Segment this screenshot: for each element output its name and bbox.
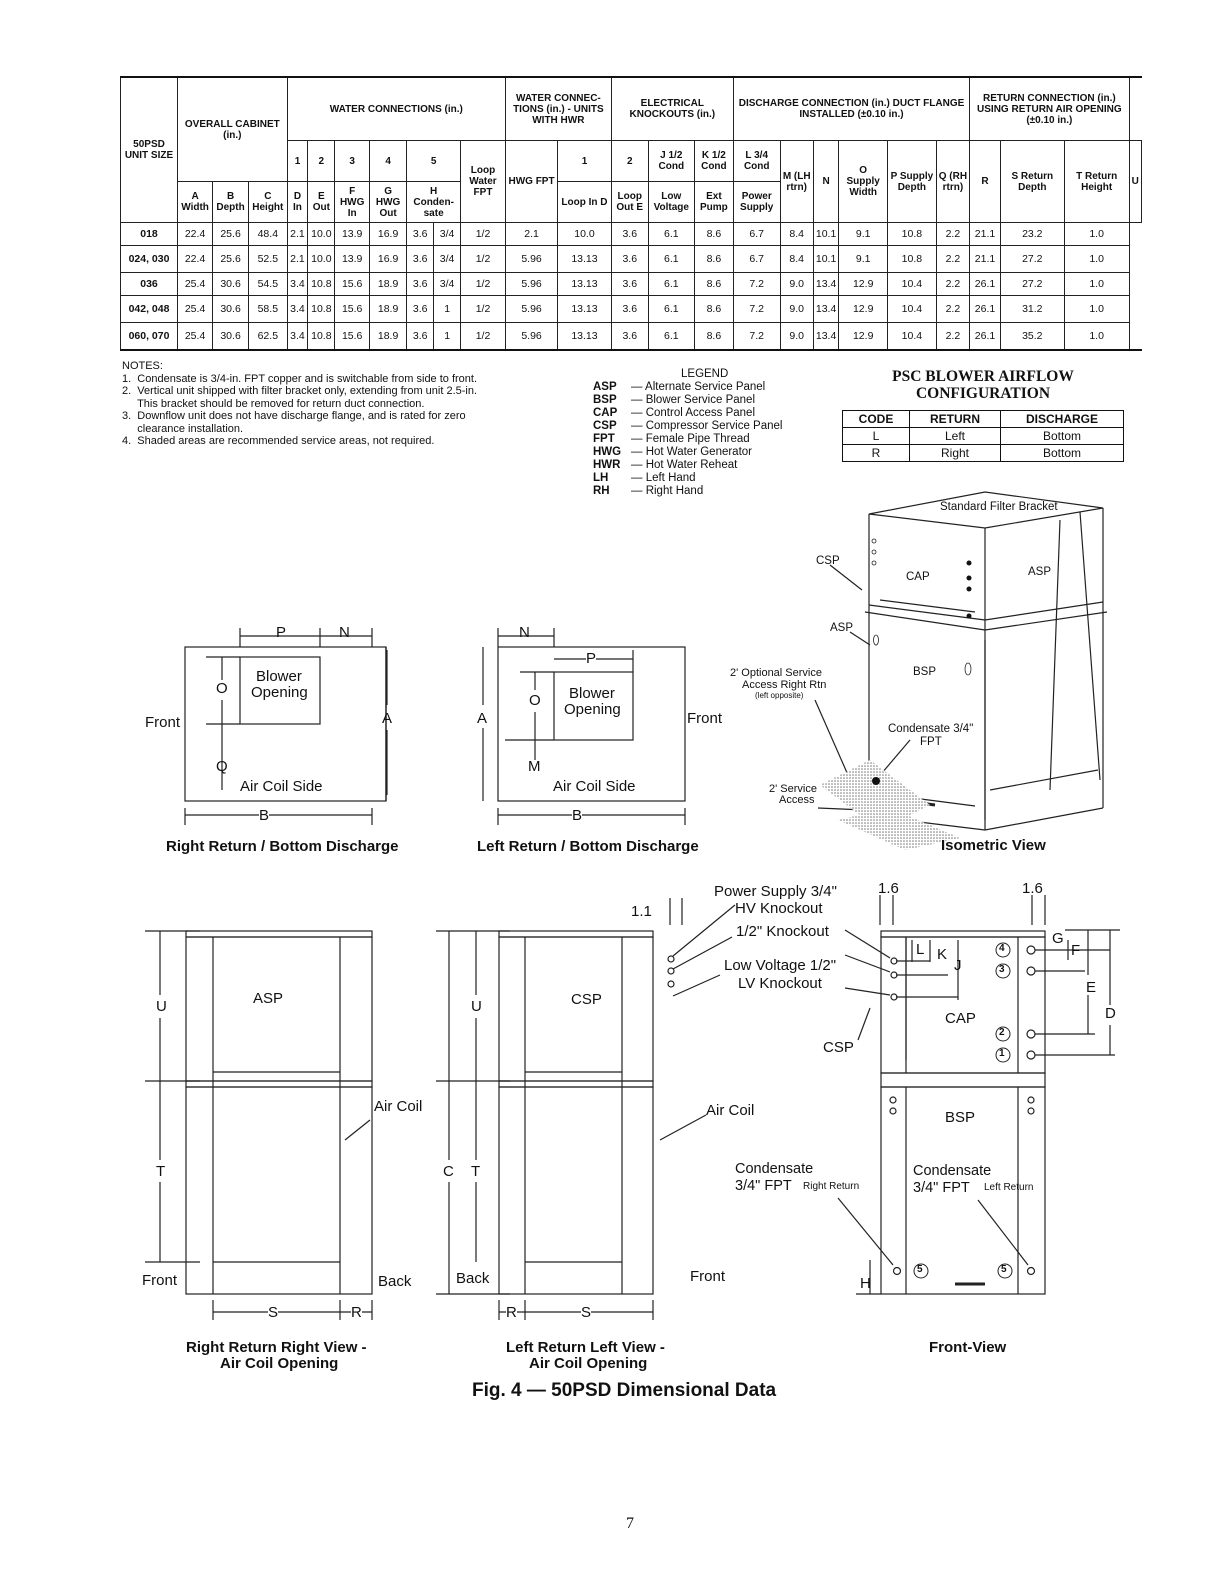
dim-p: P [276,624,287,641]
note-line: 3. Downflow unit does not have discharge flange, and is rated for zero [122,410,466,422]
table-cell: 2.1 [287,223,308,246]
legend-title: LEGEND [681,368,729,380]
electrical-knockouts-header: ELECTRICAL KNOCKOUTS (in.) [611,77,733,141]
psc-cell: R [843,445,910,462]
table-cell: 26.1 [970,323,1001,351]
col-c: C Height [249,182,288,223]
note-line: 4. Shaded areas are recommended service areas, not required. [122,435,435,447]
unit-size-cell: 060, 070 [121,323,178,351]
service-area-shading [820,760,960,850]
table-cell: 3.4 [287,323,308,351]
table-cell: 25.4 [178,323,213,351]
front-label: Front [690,1268,726,1285]
table-cell: 2.1 [505,223,557,246]
optional-service-label-3: (left opposite) [755,691,804,700]
table-cell: 13.13 [558,296,612,323]
table-cell: 22.4 [178,223,213,246]
legend-abbr: CSP [593,420,617,432]
table-cell: 58.5 [249,296,288,323]
table-cell: 3.6 [611,323,648,351]
legend-abbr: RH [593,485,610,497]
table-cell: 1.0 [1064,296,1129,323]
table-cell: 15.6 [335,273,370,296]
cap-label: CAP [945,1010,976,1027]
col-g: G HWG Out [370,182,407,223]
filter-bracket-label: Standard Filter Bracket [940,501,1058,513]
csp-label: CSP [571,991,602,1008]
legend-text: — Left Hand [631,472,696,484]
psc-cell: Bottom [1001,445,1124,462]
legend-abbr: HWR [593,459,621,471]
table-cell: 10.4 [888,323,937,351]
asp-side-label: ASP [830,622,854,634]
table-cell: 3.6 [407,223,434,246]
dim-o: O [529,692,541,709]
table-cell: 9.1 [839,223,888,246]
legend-abbr: BSP [593,394,617,406]
table-cell: 10.8 [308,323,335,351]
col-num: 1 [287,141,308,182]
col-num: 4 [370,141,407,182]
table-cell: 18.9 [370,296,407,323]
psc-cell: Bottom [1001,428,1124,445]
dim-t: T [471,1163,481,1180]
table-cell: 7.2 [733,273,780,296]
left-view-caption-2: Air Coil Opening [529,1355,648,1372]
dim-d: D [1105,1005,1116,1022]
table-cell: 16.9 [370,223,407,246]
note-line: This bracket should be removed for return duct connection. [122,397,425,410]
table-cell: 1 [434,296,461,323]
condensate-right-1: Condensate [735,1161,814,1177]
bsp-label: BSP [945,1109,976,1126]
table-cell: 5.96 [505,273,557,296]
dim-n: N [339,624,350,641]
col-j: J 1/2 Cond [648,141,694,182]
table-cell: 3.6 [611,246,648,273]
table-cell: 54.5 [249,273,288,296]
dim-o: O [216,680,228,697]
col-m: M (LH rtrn) [780,141,813,223]
legend-text: — Female Pipe Thread [631,433,750,445]
table-cell: 8.6 [694,246,733,273]
note-line: 1. Condensate is 3/4-in. FPT copper and is switchable from side to front. [122,372,478,385]
table-cell: 10.1 [813,246,838,273]
overall-cabinet-header: OVERALL CABINET (in.) [178,77,288,182]
table-cell: 8.4 [780,246,813,273]
table-cell: 30.6 [213,323,249,351]
right-view-caption-2: Air Coil Opening [220,1355,339,1372]
table-cell: 1/2 [461,273,506,296]
table-cell: 21.1 [970,246,1001,273]
dim-s: S [581,1304,592,1321]
dim-t: T [156,1163,166,1180]
condensate-label-2: FPT [920,736,942,748]
table-cell: 9.0 [780,273,813,296]
table-cell: 1.0 [1064,246,1129,273]
table-cell: 27.2 [1000,273,1064,296]
table-cell: 23.2 [1000,223,1064,246]
table-cell: 9.1 [839,246,888,273]
dim-s: S [268,1304,279,1321]
optional-service-label-2: Access Right Rtn [742,679,827,691]
marker-4: 4 [999,943,1005,954]
table-cell: 6.7 [733,246,780,273]
table-cell: 13.4 [813,323,838,351]
col-u: U [1129,141,1141,223]
table-cell: 10.0 [308,246,335,273]
col-p: P Supply Depth [888,141,937,223]
condensate-left-1: Condensate [913,1163,992,1179]
dim-m: M [528,758,541,775]
table-cell: 3.6 [611,296,648,323]
cap-label: CAP [906,571,930,583]
table-cell: 10.8 [888,246,937,273]
dim-p: P [586,650,597,667]
col-num: 2 [611,141,648,182]
psc-title-line1: PSC BLOWER AIRFLOW [892,368,1074,385]
water-hwr-header: WATER CONNEC- TIONS (in.) - UNITS WITH HWR [505,77,611,141]
dim-q: Q [216,758,228,775]
table-cell: 1 [434,323,461,351]
table-cell: 8.6 [694,323,733,351]
table-cell: 12.9 [839,296,888,323]
table-cell: 8.6 [694,296,733,323]
table-cell: 12.9 [839,323,888,351]
table-cell: 10.8 [308,296,335,323]
table-cell: 25.4 [178,273,213,296]
air-coil-side-label: Air Coil Side [553,778,636,795]
psc-cell: Right [910,445,1001,462]
table-cell: 3/4 [434,246,461,273]
air-coil-label: Air Coil [374,1098,423,1115]
table-cell: 3.6 [407,323,434,351]
table-cell: 52.5 [249,246,288,273]
dim-r: R [506,1304,517,1321]
table-cell: 3/4 [434,223,461,246]
table-cell: 6.1 [648,296,694,323]
marker-1: 1 [999,1048,1005,1059]
marker-3: 3 [999,964,1005,975]
table-cell: 13.13 [558,246,612,273]
asp-label: ASP [253,990,284,1007]
table-cell: 2.2 [936,223,969,246]
table-cell: 1/2 [461,223,506,246]
dim-n: N [519,624,530,641]
table-cell: 16.9 [370,246,407,273]
marker-5-right: 5 [1001,1264,1007,1275]
dim-u: U [471,998,482,1015]
table-cell: 30.6 [213,296,249,323]
psc-cell: L [843,428,910,445]
col-power-supply: Power Supply [733,182,780,223]
knockout-half-label: 1/2" Knockout [736,923,829,940]
dim-b: B [572,807,583,824]
left-return-caption: Left Return / Bottom Discharge [477,838,699,855]
legend-text: — Hot Water Reheat [631,459,738,471]
table-cell: 21.1 [970,223,1001,246]
legend-text: — Compressor Service Panel [631,420,783,432]
col-e: E Out [308,182,335,223]
table-cell: 10.0 [558,223,612,246]
table-cell: 3.6 [611,273,648,296]
left-return-plan-view [483,628,685,825]
table-cell: 13.4 [813,273,838,296]
air-coil-label: Air Coil [706,1102,755,1119]
table-cell: 26.1 [970,273,1001,296]
right-return-plan-view [185,628,387,825]
dim-r: R [351,1304,362,1321]
table-cell: 6.1 [648,223,694,246]
table-cell: 25.4 [178,296,213,323]
table-cell: 9.0 [780,323,813,351]
blower-label: Blower [256,668,302,685]
table-cell: 1/2 [461,296,506,323]
table-cell: 48.4 [249,223,288,246]
notes-heading: NOTES: [122,360,163,372]
return-connection-header: RETURN CONNECTION (in.) USING RETURN AIR OPENING (±0.10 in.) [970,77,1129,141]
optional-service-label-1: 2' Optional Service [730,667,822,679]
table-cell: 13.9 [335,246,370,273]
unit-size-cell: 024, 030 [121,246,178,273]
col-r: R [970,141,1001,223]
table-cell: 1/2 [461,323,506,351]
legend-abbr: ASP [593,381,617,393]
table-cell: 6.1 [648,323,694,351]
col-l: L 3/4 Cond [733,141,780,182]
legend-text: — Alternate Service Panel [631,381,766,393]
unit-size-header: 50PSD UNIT SIZE [121,77,178,223]
col-num: 5 [407,141,461,182]
col-ext-pump: Ext Pump [694,182,733,223]
discharge-connection-header: DISCHARGE CONNECTION (in.) DUCT FLANGE INSTALLED (±0.10 in.) [733,77,969,141]
dim-l: L [916,941,925,958]
unit-size-cell: 042, 048 [121,296,178,323]
condensate-right-2: 3/4" FPT [735,1178,792,1194]
table-cell: 10.4 [888,296,937,323]
table-cell: 13.9 [335,223,370,246]
table-cell: 7.2 [733,296,780,323]
table-cell: 27.2 [1000,246,1064,273]
condensate-left-2: 3/4" FPT [913,1180,970,1196]
table-cell: 6.1 [648,273,694,296]
left-view-caption-1: Left Return Left View - [506,1339,665,1356]
power-supply-label-2: HV Knockout [735,900,823,917]
table-cell: 12.9 [839,273,888,296]
page-number: 7 [626,1515,634,1532]
condensate-right-3: Right Return [803,1181,860,1192]
table-cell: 10.0 [308,223,335,246]
blower-label: Blower [569,685,615,702]
table-cell: 1.0 [1064,323,1129,351]
legend-abbr: FPT [593,433,615,445]
note-line: clearance installation. [122,422,244,435]
table-cell: 26.1 [970,296,1001,323]
table-cell: 10.8 [308,273,335,296]
table-cell: 15.6 [335,296,370,323]
col-b: B Depth [213,182,249,223]
psc-cell: Left [910,428,1001,445]
back-label: Back [378,1273,412,1290]
dim-1-1: 1.1 [631,903,652,920]
table-cell: 1/2 [461,246,506,273]
table-cell: 18.9 [370,273,407,296]
col-d: D In [287,182,308,223]
table-cell: 6.1 [648,246,694,273]
col-low-voltage: Low Voltage [648,182,694,223]
col-s: S Return Depth [1000,141,1064,223]
col-loop-out: Loop Out E [611,182,648,223]
csp-label: CSP [823,1039,854,1056]
dim-h: H [860,1275,871,1292]
table-cell: 2.2 [936,296,969,323]
dim-a: A [382,710,393,727]
legend-text: — Control Access Panel [631,407,756,419]
table-cell: 3.6 [407,296,434,323]
isometric-caption: Isometric View [941,837,1046,854]
col-num: 3 [335,141,370,182]
table-cell: 31.2 [1000,296,1064,323]
table-cell: 1.0 [1064,223,1129,246]
legend-abbr: CAP [593,407,618,419]
col-loop-in: Loop In D [558,182,612,223]
legend-abbr: LH [593,472,609,484]
table-cell: 10.8 [888,223,937,246]
psc-header-return: RETURN [910,411,1001,428]
dim-c: C [443,1163,454,1180]
table-cell: 15.6 [335,323,370,351]
dim-a: A [477,710,488,727]
condensate-label-1: Condensate 3/4" [888,723,974,735]
table-cell: 35.2 [1000,323,1064,351]
table-cell: 5.96 [505,296,557,323]
table-cell: 2.1 [287,246,308,273]
dim-f: F [1071,942,1081,959]
col-o: O Supply Width [839,141,888,223]
marker-2: 2 [999,1027,1005,1038]
legend-text: — Right Hand [631,485,704,497]
low-voltage-label-1: Low Voltage 1/2" [724,957,837,974]
condensate-left-3: Left Return [984,1182,1034,1193]
table-cell: 3.6 [611,223,648,246]
table-cell: 13.13 [558,273,612,296]
unit-size-cell: 018 [121,223,178,246]
legend-text: — Hot Water Generator [631,446,753,458]
psc-header-discharge: DISCHARGE [1001,411,1124,428]
table-cell: 25.6 [213,246,249,273]
dim-1-6-left: 1.6 [878,880,899,897]
col-num: 1 [558,141,612,182]
table-cell: 2.2 [936,273,969,296]
low-voltage-label-2: LV Knockout [738,975,822,992]
table-cell: 3.4 [287,296,308,323]
col-loop-water: Loop Water FPT [461,141,506,223]
table-cell: 8.6 [694,273,733,296]
table-cell: 10.1 [813,223,838,246]
table-cell: 13.4 [813,296,838,323]
col-hwg-fpt: HWG FPT [505,141,557,223]
power-supply-label-1: Power Supply 3/4" [714,883,837,900]
figure-title: Fig. 4 — 50PSD Dimensional Data [472,1380,777,1401]
marker-5-left: 5 [917,1264,923,1275]
dim-j: J [954,957,962,974]
right-return-caption: Right Return / Bottom Discharge [166,838,399,855]
col-t: T Return Height [1064,141,1129,223]
front-label: Front [145,714,181,731]
table-cell: 1.0 [1064,273,1129,296]
col-n: N [813,141,838,223]
dim-g: G [1052,930,1064,947]
table-cell: 10.4 [888,273,937,296]
psc-title-line2: CONFIGURATION [915,385,1051,402]
water-connections-header: WATER CONNECTIONS (in.) [287,77,505,141]
front-label: Front [142,1272,178,1289]
table-cell: 5.96 [505,323,557,351]
col-num: 2 [308,141,335,182]
back-label: Back [456,1270,490,1287]
col-q: Q (RH rtrn) [936,141,969,223]
dim-b: B [259,807,270,824]
table-cell: 3/4 [434,273,461,296]
asp-top-label: ASP [1028,566,1052,578]
dim-1-6-right: 1.6 [1022,880,1043,897]
unit-size-cell: 036 [121,273,178,296]
csp-label: CSP [816,555,840,567]
col-k: K 1/2 Cond [694,141,733,182]
right-view-caption-1: Right Return Right View - [186,1339,367,1356]
table-cell: 5.96 [505,246,557,273]
table-cell: 9.0 [780,296,813,323]
legend-abbr: HWG [593,446,622,458]
table-cell: 30.6 [213,273,249,296]
table-cell: 62.5 [249,323,288,351]
table-cell: 3.4 [287,273,308,296]
service-access-label-1: 2' Service [769,783,817,795]
col-f: F HWG In [335,182,370,223]
table-cell: 22.4 [178,246,213,273]
bsp-label: BSP [913,666,937,678]
front-view-caption: Front-View [929,1339,1007,1356]
table-cell: 7.2 [733,323,780,351]
table-cell: 6.7 [733,223,780,246]
left-view-drawing [436,898,735,1320]
table-cell: 2.2 [936,323,969,351]
legend-text: — Blower Service Panel [631,394,755,406]
table-cell: 3.6 [407,273,434,296]
opening-label: Opening [564,701,621,718]
col-h: H Conden- sate [407,182,461,223]
table-cell: 18.9 [370,323,407,351]
table-cell: 13.13 [558,323,612,351]
col-a: A Width [178,182,213,223]
dim-u: U [156,998,167,1015]
table-cell: 2.2 [936,246,969,273]
table-cell: 3.6 [407,246,434,273]
dim-k: K [937,946,948,963]
dim-e: E [1086,979,1097,996]
table-cell: 25.6 [213,223,249,246]
air-coil-side-label: Air Coil Side [240,778,323,795]
front-label: Front [687,710,723,727]
service-access-label-2: Access [779,794,815,806]
table-cell: 8.6 [694,223,733,246]
psc-header-code: CODE [843,411,910,428]
note-line: 2. Vertical unit shipped with filter bracket only, extending from unit 2.5-in. [122,385,478,397]
opening-label: Opening [251,684,308,701]
table-cell: 8.4 [780,223,813,246]
